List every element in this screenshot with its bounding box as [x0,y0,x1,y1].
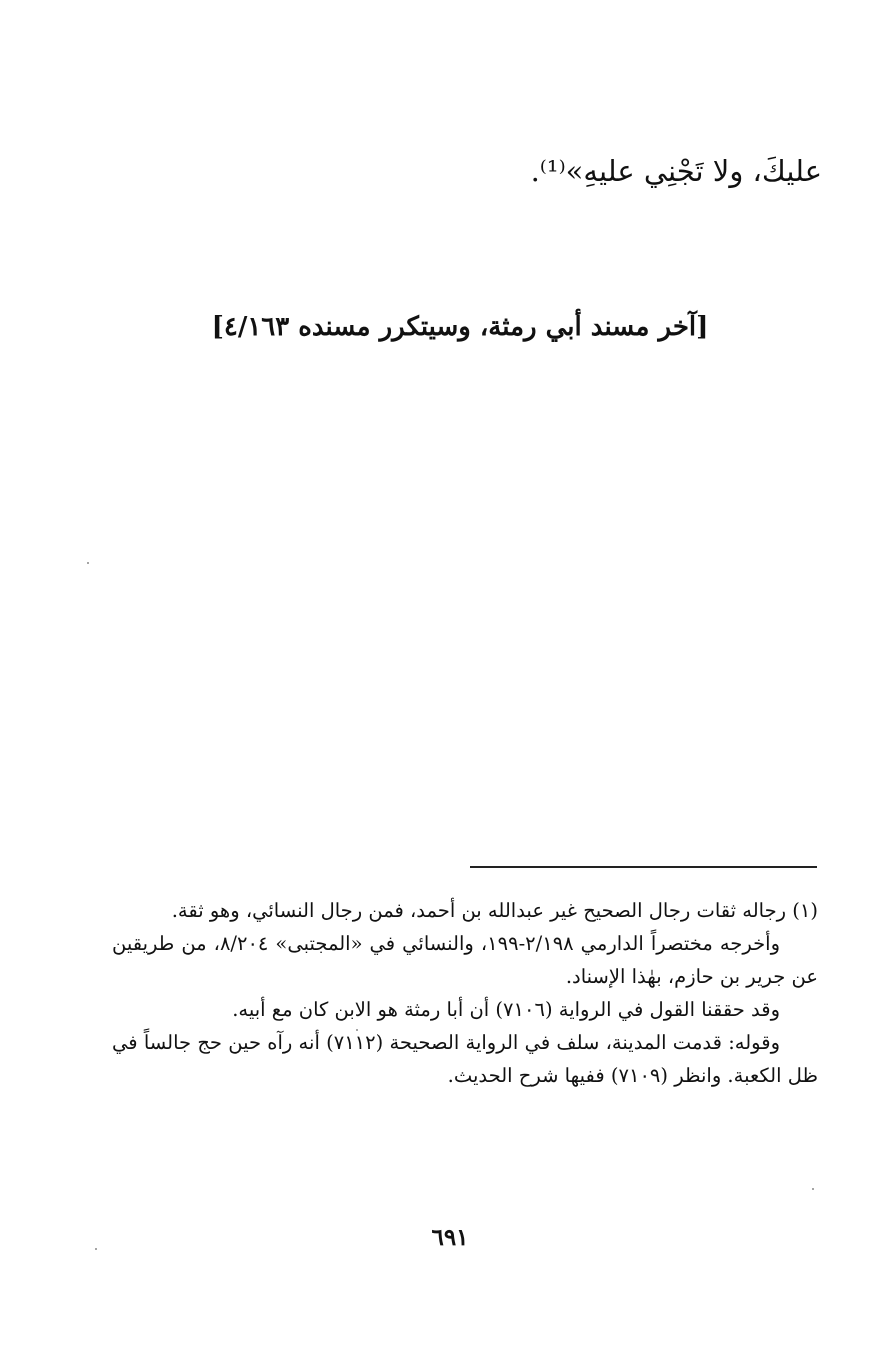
scan-speck [812,1188,814,1190]
scan-speck [87,562,89,564]
footnote-1-sources: وأخرجه مختصراً الدارمي ٢/١٩٨-١٩٩، والنسائي في «المجتبى» ٨/٢٠٤، من طريقين عن جرير بن حازم، بهٰذا الإسناد. [112,932,818,988]
section-end-marker: [آخر مسند أبي رمثة، وسيتكرر مسنده ٤/١٦٣] [211,312,709,342]
footnote-divider [470,866,817,868]
footnote-1-commentary: وقوله: قدمت المدينة، سلف في الرواية الصحيحة (٧١١٢) أنه رآه حين حج جالساً في ظل الكعبة. وانظر (٧١٠٩) ففيها شرح الحديث. [112,1031,818,1087]
scan-speck [95,1248,97,1250]
main-text-line: عليكَ، ولا تَجْنِي عليهِ»⁽¹⁾. [530,154,822,188]
page-number: ٦٩١ [431,1224,469,1251]
footnote-1-intro: (١) رجاله ثقات رجال الصحيح غير عبدالله بن أحمد، فمن رجال النسائي، وهو ثقة. [171,899,818,922]
footnote-1-verification: وقد حققنا القول في الرواية (٧١٠٦) أن أبا رمثة هو الابن كان مع أبيه. [232,998,780,1021]
scan-speck [356,1029,358,1031]
footnotes-block [112,894,818,1092]
